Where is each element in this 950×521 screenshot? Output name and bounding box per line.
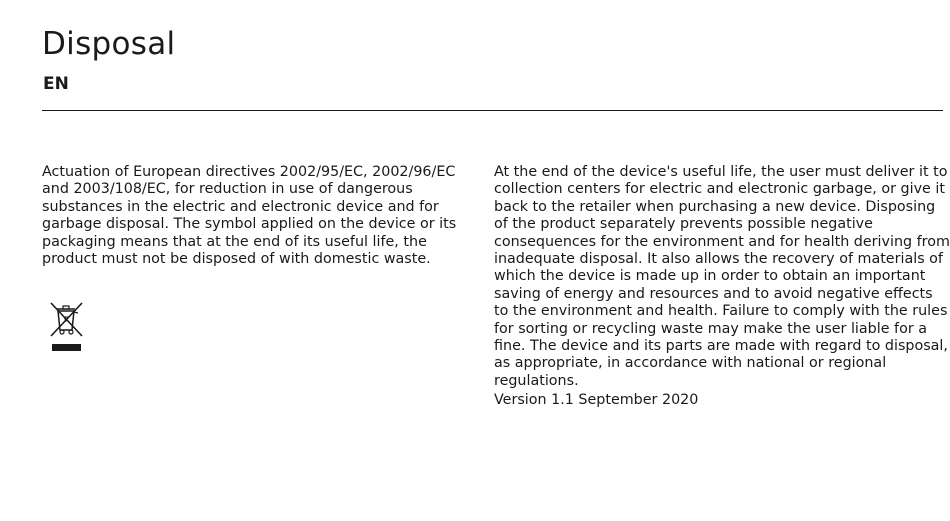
- end-of-life-paragraph: At the end of the device's useful life, the user must deliver it to collection centers for electric and electronic garbage, or give it back to the retailer when purchasing a new device. Disposing of the product separately prevents possible negative consequences for the environment and for health deriving from inadequate disposal. It also allows the recovery of materials of which the device is made up in order to obtain an important saving of energy and resources and to avoid negative effects to the environment and health. Failure to comply with the rules for sorting or recycling waste may make the user liable for a fine. The device and its parts are made with regard to disposal, as appropriate, in accordance with national or regional regulations.: [494, 164, 950, 389]
- left-column: [42, 164, 472, 268]
- language-code: EN: [43, 74, 69, 94]
- page-title: Disposal: [42, 26, 176, 62]
- header-divider: [42, 110, 943, 111]
- version-text: Version 1.1 September 2020: [494, 392, 699, 409]
- directives-paragraph: Actuation of European directives 2002/95/EC, 2002/96/EC and 2003/108/EC, for reduction in use of dangerous substances in the electric and electronic device and for garbage disposal. The symbol applied on the device or its packaging means that at the end of its useful life, the product must not be disposed of with domestic waste.: [42, 164, 457, 268]
- crossed-out-wheelie-bin-icon: [48, 300, 88, 354]
- right-column: [494, 164, 950, 410]
